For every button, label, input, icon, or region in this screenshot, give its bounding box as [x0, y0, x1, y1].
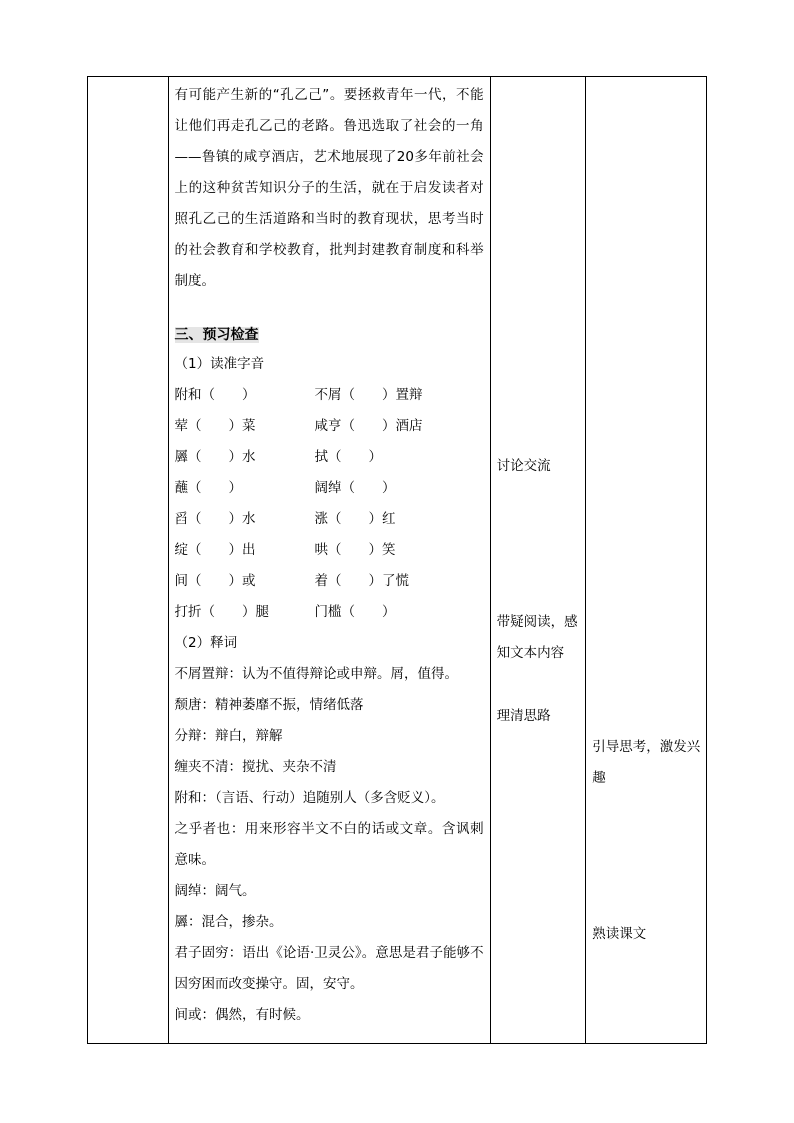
- pronunciation-item: 咸亨（ ）酒店: [314, 418, 423, 434]
- pronunciation-item: 羼（ ）水: [174, 449, 256, 465]
- pronunciation-row: [169, 597, 490, 628]
- vocabulary-item: 羼：混合，掺杂。: [174, 914, 283, 930]
- pronunciation-title: （1）读准字音: [174, 356, 265, 372]
- pronunciation-list: [169, 380, 490, 628]
- lesson-plan-table: [87, 76, 707, 1044]
- intro-paragraph: 有可能产生新的“孔乙己”。要拯救青年一代，不能让他们再走孔乙己的老路。鲁迅选取了社会的一角——鲁镇的咸亨酒店，艺术地展现了20多年前社会上的这种贫苦知识分子的生活，就在于启发读者对照孔乙己的生活道路和当时的教育现状，思考当时的社会教育和学校教育，批判封建教育制度和科举制度。: [174, 87, 484, 289]
- pronunciation-row: [169, 504, 490, 535]
- pronunciation-item: 绽（ ）出: [174, 542, 256, 558]
- vocabulary-item: 附和：（言语、行动）追随别人（多含贬义）。: [174, 790, 445, 806]
- pronunciation-row: [169, 566, 490, 597]
- vocabulary-item: 颓唐：精神萎靡不振，情绪低落: [174, 697, 364, 713]
- section-heading: 三、预习检查: [174, 327, 259, 343]
- pronunciation-row: [169, 473, 490, 504]
- pronunciation-row: [169, 380, 490, 411]
- pronunciation-item: 荤（ ）菜: [174, 418, 256, 434]
- pronunciation-item: 着（ ）了慌: [314, 573, 410, 589]
- pronunciation-item: 阔绰（ ）: [314, 480, 396, 496]
- student-activity-cell: [490, 77, 586, 1044]
- pronunciation-item: 门槛（ ）: [314, 604, 396, 620]
- vocabulary-item: 间或：偶然，有时候。: [174, 1007, 310, 1023]
- pronunciation-item: 涨（ ）红: [314, 511, 396, 527]
- pronunciation-item: 舀（ ）水: [174, 511, 256, 527]
- pronunciation-item: 蘸（ ）: [174, 480, 243, 496]
- pronunciation-item: 间（ ）或: [174, 573, 256, 589]
- intent-guide: 引导思考，激发兴趣: [592, 739, 701, 786]
- vocabulary-list: [169, 659, 490, 1031]
- vocabulary-item: 不屑置辩：认为不值得辩论或申辩。屑，值得。: [174, 666, 459, 682]
- design-intent-cell: [586, 77, 707, 1044]
- vocabulary-item: 君子固穷：语出《论语·卫灵公》。意思是君子能够不因穷困而改变操守。固，安守。: [174, 945, 484, 992]
- content-cell: [168, 77, 490, 1044]
- left-blank-cell: [88, 77, 169, 1044]
- activity-outline: 理清思路: [496, 708, 551, 724]
- activity-read: 带疑阅读，感知文本内容: [496, 614, 578, 661]
- pronunciation-item: 附和（ ）: [174, 387, 256, 403]
- pronunciation-item: 拭（ ）: [314, 449, 383, 465]
- activity-discuss: 讨论交流: [496, 458, 551, 474]
- pronunciation-item: 不屑（ ）置辩: [314, 387, 423, 403]
- vocabulary-item: 阔绰：阔气。: [174, 883, 256, 899]
- vocabulary-item: 缠夹不清：搅扰、夹杂不清: [174, 759, 337, 775]
- pronunciation-item: 打折（ ）腿: [174, 604, 270, 620]
- vocabulary-item: 之乎者也：用来形容半文不白的话或文章。含讽刺意味。: [174, 821, 484, 868]
- vocabulary-title: （2）释词: [174, 635, 238, 651]
- intent-read: 熟读课文: [592, 926, 647, 942]
- pronunciation-item: 哄（ ）笑: [314, 542, 396, 558]
- pronunciation-row: [169, 535, 490, 566]
- vocabulary-item: 分辩：辩白，辩解: [174, 728, 283, 744]
- pronunciation-row: [169, 411, 490, 442]
- pronunciation-row: [169, 442, 490, 473]
